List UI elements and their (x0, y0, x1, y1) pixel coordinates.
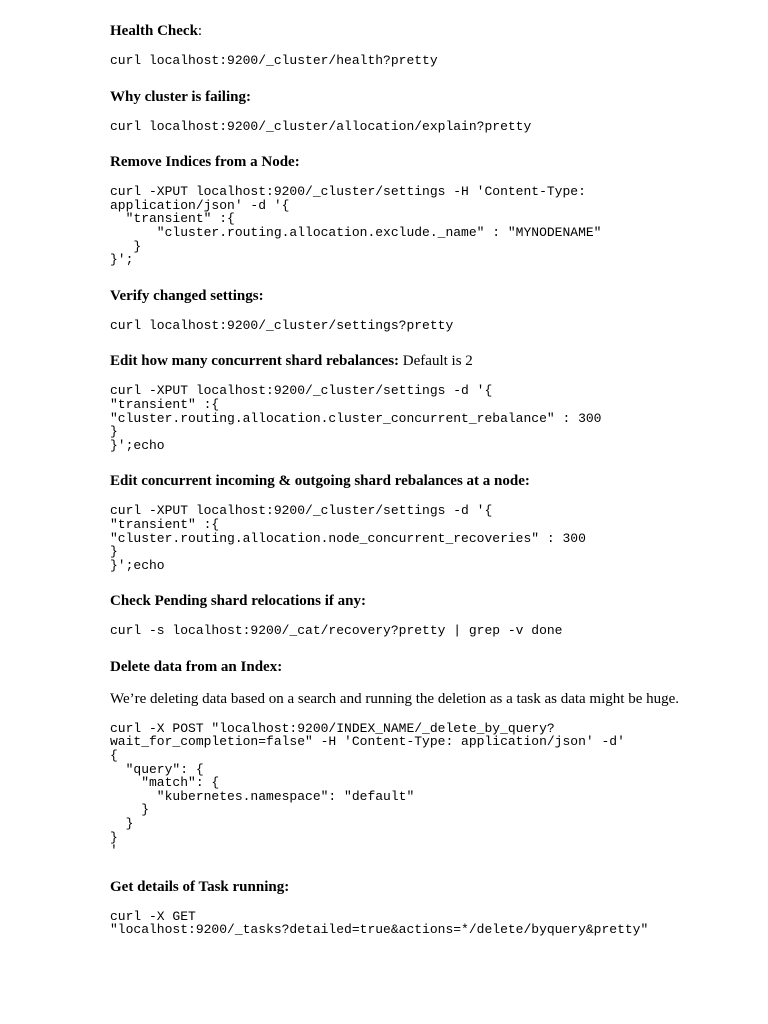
heading-suffix: Default is 2 (399, 353, 473, 370)
section-heading (110, 658, 750, 676)
section-paragraph: We’re deleting data based on a search and running the deletion as a task as data might be huge. (110, 690, 680, 707)
section-node-recoveries (110, 472, 750, 572)
section-heading (110, 287, 750, 305)
section-why-cluster-failing (110, 88, 750, 134)
code-block: curl localhost:9200/_cluster/health?pretty (110, 53, 438, 68)
code-block: curl -XPUT localhost:9200/_cluster/settings -d '{ "transient" :{ "cluster.routing.allocation.cluster_concurrent_rebalance" : 300 } }';echo (110, 383, 602, 453)
section-heading (110, 352, 750, 370)
code-block: curl -X GET "localhost:9200/_tasks?detailed=true&actions=*/delete/byquery&pretty" (110, 908, 649, 938)
section-heading (110, 878, 750, 896)
heading-text: Remove Indices from a Node: (110, 154, 300, 171)
section-heading (110, 88, 750, 106)
heading-text: Delete data from an Index: (110, 658, 283, 675)
heading-text: Edit concurrent incoming & outgoing shard rebalances at a node: (110, 473, 530, 490)
heading-text: Health Check (110, 23, 198, 39)
heading-text: Edit how many concurrent shard rebalances: (110, 353, 400, 370)
section-pending-relocations (110, 592, 750, 638)
heading-text: Why cluster is failing: (110, 88, 251, 105)
code-block: curl -s localhost:9200/_cat/recovery?pretty | grep -v done (110, 623, 563, 639)
section-verify-settings (110, 287, 750, 333)
code-block: curl -XPUT localhost:9200/_cluster/settings -H 'Content-Type: application/json' -d '{ "transient" :{ "cluster.routing.allocation.exclude._name" : "MYNODENAME" } }'; (110, 184, 602, 268)
heading-text: Verify changed settings: (110, 287, 264, 304)
heading-suffix: : (197, 23, 203, 39)
section-health-check (110, 22, 750, 68)
section-heading (110, 153, 750, 171)
section-delete-data (110, 658, 750, 858)
section-heading (110, 472, 750, 490)
code-block: curl -XPUT localhost:9200/_cluster/settings -d '{ "transient" :{ "cluster.routing.allocation.node_concurrent_recoveries" : 300 } }';echo (110, 503, 586, 573)
heading-text: Get details of Task running: (110, 878, 290, 895)
document-page (110, 22, 750, 957)
section-concurrent-rebalances (110, 352, 750, 452)
code-block: curl -X POST "localhost:9200/INDEX_NAME/_delete_by_query? wait_for_completion=false" -H 'Content-Type: application/json' -d' { "query": { "match": { "kubernetes.namespace": "default" } } } ' (110, 720, 625, 859)
section-heading (110, 22, 750, 40)
code-block: curl localhost:9200/_cluster/settings?pretty (110, 317, 454, 333)
section-task-details (110, 878, 750, 937)
section-remove-indices (110, 153, 750, 267)
code-block: curl localhost:9200/_cluster/allocation/explain?pretty (110, 118, 532, 134)
heading-text: Check Pending shard relocations if any: (110, 593, 366, 610)
section-heading (110, 592, 750, 610)
